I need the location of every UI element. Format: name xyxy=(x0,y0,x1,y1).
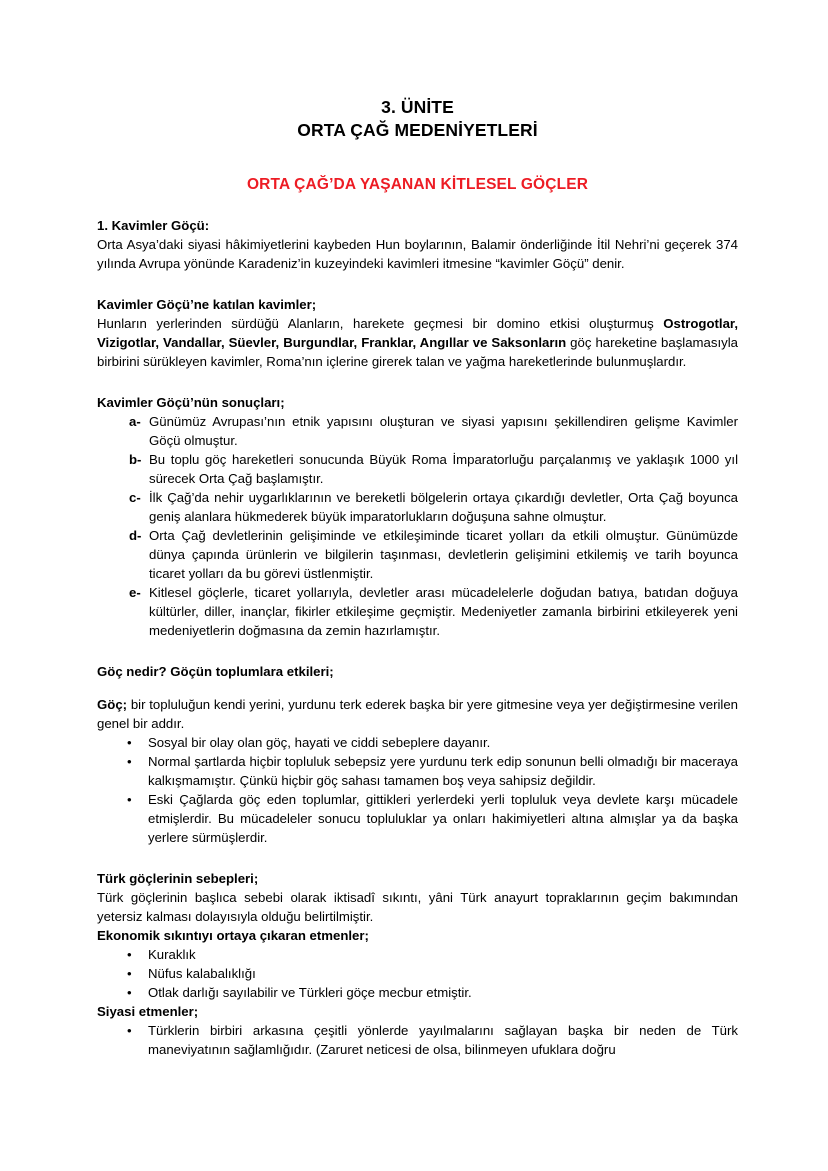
page-content xyxy=(97,96,738,1059)
bullet-icon: • xyxy=(127,754,132,769)
list-item xyxy=(97,488,738,526)
list-item xyxy=(97,752,738,790)
page-title xyxy=(97,96,738,142)
heading-ekonomik-etmenler: Ekonomik sıkıntıyı ortaya çıkaran etmenler; xyxy=(97,928,369,943)
paragraph-goc-tanimi xyxy=(97,695,738,733)
unit-title: ORTA ÇAĞ MEDENİYETLERİ xyxy=(297,120,538,140)
bullet-icon: • xyxy=(127,985,132,1000)
list-item xyxy=(97,945,738,964)
siyasi-bullet-list xyxy=(97,1021,738,1059)
heading-siyasi-etmenler: Siyasi etmenler; xyxy=(97,1004,199,1019)
bullet-icon: • xyxy=(127,966,132,981)
list-item-text: İlk Çağ’da nehir uygarlıklarının ve bereketli bölgelerin ortaya çıkardığı devletler, Orta Çağ boyunca geniş alanlara hükmederek büyük imparatorlukların doğuşuna sahne olmuştur. xyxy=(149,490,738,524)
heading-kavimler-gocu: 1. Kavimler Göçü: xyxy=(97,218,210,233)
section-katilan-kavimler xyxy=(97,295,738,371)
section-goc-nedir xyxy=(97,662,738,847)
paragraph-katilan-kavimler xyxy=(97,314,738,371)
list-item-text: Bu toplu göç hareketleri sonucunda Büyük Roma İmparatorluğu parçalanmış ve yaklaşık 1000 yıl sürecek Orta Çağ başlamıştır. xyxy=(149,452,738,486)
list-item-text: Günümüz Avrupası’nın etnik yapısını oluşturan ve siyasi yapısını şekillendiren gelişme Kavimler Göçü olmuştur. xyxy=(149,414,738,448)
list-marker: d- xyxy=(129,528,142,543)
list-item-text: Kuraklık xyxy=(148,947,196,962)
katilan-kavimler-text-part1: Hunların yerlerinden sürdüğü Alanların, harekete geçmesi bir domino etkisi oluşturmuş xyxy=(97,316,664,331)
section-ekonomik-etmenler xyxy=(97,926,738,1002)
heading-katilan-kavimler: Kavimler Göçü’ne katılan kavimler; xyxy=(97,297,317,312)
unit-number: 3. ÜNİTE xyxy=(381,97,454,117)
section-sonuclar xyxy=(97,393,738,640)
heading-goc-nedir: Göç nedir? Göçün toplumlara etkileri; xyxy=(97,664,334,679)
bullet-icon: • xyxy=(127,735,132,750)
list-item-text: Normal şartlarda hiçbir topluluk sebepsiz yere yurdunu terk edip sonunun belli olmadığı bir maceraya kalkışmamıştır. Çünkü hiçbir göç sahası tamamen boş veya sahipsiz değildir. xyxy=(148,754,738,788)
list-item-text: Sosyal bir olay olan göç, hayati ve ciddi sebeplere dayanır. xyxy=(148,735,491,750)
section-kavimler-gocu xyxy=(97,216,738,273)
list-item-text: Kitlesel göçlerle, ticaret yollarıyla, devletler arası mücadelelerle doğudan batıya, batıdan doğuya kültürler, diller, inançlar, fikirler etkileşime geçmiştir. Medeniyetler zamanla birbirini etkileyerek yeni medeniyetlerin doğmasına da zemin hazırlamıştır. xyxy=(149,585,738,638)
list-marker: e- xyxy=(129,585,141,600)
bullet-icon: • xyxy=(127,1023,132,1038)
goc-tanimi-bold-lead: Göç; xyxy=(97,697,128,712)
list-item xyxy=(97,583,738,640)
list-marker: c- xyxy=(129,490,141,505)
ekonomik-bullet-list xyxy=(97,945,738,1002)
heading-sonuclar: Kavimler Göçü’nün sonuçları; xyxy=(97,395,285,410)
list-item-text: Eski Çağlarda göç eden toplumlar, gittikleri yerlerdeki yerli topluluk veya devlete karşı mücadele etmişlerdir. Bu mücadeleler sonucu topluluklar ya onları hakimiyetleri altına almışlar ya da başka yerlere sürmüşlerdir. xyxy=(148,792,738,845)
list-item xyxy=(97,412,738,450)
sonuclar-list xyxy=(97,412,738,640)
list-item xyxy=(97,526,738,583)
list-item xyxy=(97,790,738,847)
goc-nedir-bullet-list xyxy=(97,733,738,847)
section-heading-red: ORTA ÇAĞ’DA YAŞANAN KİTLESEL GÖÇLER xyxy=(246,176,589,193)
list-marker: b- xyxy=(129,452,142,467)
list-item-text: Nüfus kalabalıklığı xyxy=(148,966,256,981)
paragraph-kavimler-gocu: Orta Asya’daki siyasi hâkimiyetlerini kaybeden Hun boylarının, Balamir önderliğinde İtil Nehri’ni geçerek 374 yılında Avrupa yönünde Karadeniz’in kuzeyindeki kavimleri itmesine “kavimler Göçü” denir. xyxy=(97,237,738,271)
bullet-icon: • xyxy=(127,947,132,962)
list-item-text: Orta Çağ devletlerinin gelişiminde ve etkileşiminde ticaret yolları da etkili olmuştur. Günümüzde dünya çapında ürünlerin ve bilgilerin taşınması, devletlerin gelişimini etkilemiş ve tarih boyunca ticaret yolları da bu görevi üstlenmiştir. xyxy=(149,528,738,581)
section-turk-gocleri xyxy=(97,869,738,926)
katilan-kavimler-text-part2: göç hareketine başlamasıyla birbirini sürükleyen kavimler, Roma’nın içlerine girerek talan ve yağma hareketlerinde bulunmuşlardır. xyxy=(97,335,738,369)
heading-turk-gocleri: Türk göçlerinin sebepleri; xyxy=(97,871,259,886)
list-item xyxy=(97,450,738,488)
list-item xyxy=(97,964,738,983)
section-siyasi-etmenler xyxy=(97,1002,738,1059)
list-item xyxy=(97,983,738,1002)
paragraph-turk-gocleri: Türk göçlerinin başlıca sebebi olarak iktisadî sıkıntı, yâni Türk anayurt topraklarının geçim bakımından yetersiz kalması dolayısıyla olduğu belirtilmiştir. xyxy=(97,890,738,924)
bullet-icon: • xyxy=(127,792,132,807)
goc-tanimi-text: bir topluluğun kendi yerini, yurdunu terk ederek başka bir yere gitmesine veya yer değiştirmesine verilen genel bir addır. xyxy=(97,697,738,731)
list-item xyxy=(97,733,738,752)
list-marker: a- xyxy=(129,414,141,429)
list-item-text: Otlak darlığı sayılabilir ve Türkleri göçe mecbur etmiştir. xyxy=(148,985,472,1000)
katilan-kavimler-bold-names: Ostrogotlar, Vizigotlar, Vandallar, Süevler, Burgundlar, Franklar, Angıllar ve Saksonların xyxy=(97,316,738,350)
list-item xyxy=(97,1021,738,1059)
list-item-text: Türklerin birbiri arkasına çeşitli yönlerde yayılmalarını sağlayan başka bir neden de Türk maneviyatının sağlamlığıdır. (Zaruret neticesi de olsa, bilinmeyen ufuklara doğru xyxy=(148,1023,738,1057)
